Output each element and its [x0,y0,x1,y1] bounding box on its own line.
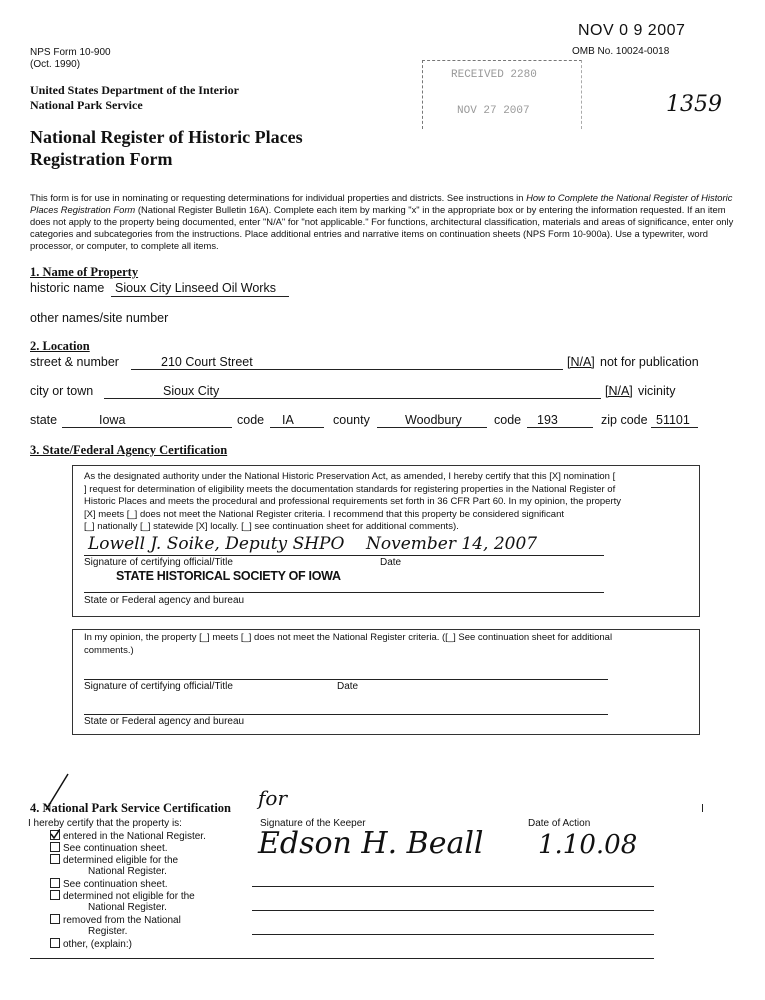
not-for-publication-label: not for publication [600,355,699,369]
form-number: NPS Form 10-900 [30,47,111,58]
header-tick [702,804,703,812]
opinion-line-2: comments.) [84,644,134,656]
received-date-stamp: NOV 0 9 2007 [578,22,686,39]
street-line [131,369,563,370]
nps-option-checkbox[interactable] [50,842,60,852]
nps-option-row [88,902,167,914]
received-stamp-text: RECEIVED 2280 [451,69,537,81]
sig-label-2: Signature of certifying official/Title [84,681,233,692]
cert-line-1: As the designated authority under the National Historic Preservation Act, as amended, I hereby certify that this [X] nomination [ [84,471,616,482]
street-na-checkbox[interactable]: [N/A] [567,355,595,369]
date-of-action-hand: 1.10.08 [538,830,638,860]
check-mark-icon [50,829,60,839]
intro-text-b: (National Register Bulletin 16A). Complete each item by marking "x" in the appropriate box or by entering the information requested. If an item does not apply to the property being documented, enter "N/A" for "not applicable." For functions, architectural classification, materials and areas of significance, enter only categories and subcategories from the instructions. Place additional entries and narrative items on continuation sheets (NPS Form 10-900a). Use a typewriter, word processor, or computer, to complete all items. [30,204,734,251]
city-na-checkbox[interactable]: [N/A] [605,384,633,398]
date-label-1: Date [380,557,402,568]
county-line [377,427,487,428]
section2-heading: 2. Location [30,339,90,353]
county-code-value: 193 [537,413,558,427]
nps-option-label: entered in the National Register. [63,831,206,842]
zip-line [651,427,698,428]
form-title-line1: National Register of Historic Places [30,127,303,147]
nps-option-checkbox[interactable] [50,878,60,888]
nps-option-checkbox[interactable] [50,854,60,864]
date-of-action-label: Date of Action [528,818,591,829]
street-label: street & number [30,355,119,369]
zip-label: zip code [601,413,648,427]
state-value: Iowa [99,413,126,427]
section3-heading: 3. State/Federal Agency Certification [30,443,228,457]
omb-number: OMB No. 10024-0018 [572,46,670,57]
nps-option-label: removed from the National [63,915,181,926]
street-value: 210 Court Street [161,355,253,369]
county-code-line [527,427,593,428]
county-label: county [333,413,370,427]
nps-option-label: National Register. [88,902,167,913]
nps-line-3 [252,934,654,935]
nps-option-row [50,938,132,951]
historic-name-label: historic name [30,281,105,295]
opinion-line-1: In my opinion, the property [_] meets [_] does not meet the National Register criteria. ([_] See continuation sheet for additional [84,632,613,643]
sig-label-1: Signature of certifying official/Title [84,557,233,568]
agency-line-1 [84,592,604,593]
city-value: Sioux City [163,384,220,398]
keeper-signature: Edson H. Beall [258,826,484,861]
state-label: state [30,413,58,427]
state-official-signature: Lowell J. Soike, Deputy SHPO November 14, 2007 [88,534,538,554]
nps-option-label: Register. [88,926,128,937]
signature-line-2 [84,679,608,680]
agency-label-1: State or Federal agency and bureau [84,595,245,606]
state-line [62,427,232,428]
nps-option-checkbox[interactable] [50,938,60,948]
nps-intro: I hereby certify that the property is: [28,818,182,829]
county-code-label: code [494,413,522,427]
form-date: (Oct. 1990) [30,59,81,70]
city-label: city or town [30,384,94,398]
state-code-value: IA [282,413,294,427]
nps-option-label: See continuation sheet. [63,879,168,890]
cert-line-5: [_] nationally [_] statewide [X] locally. [_] see continuation sheet for additional comments). [84,521,459,533]
nps-option-label: determined not eligible for the [63,891,195,902]
handwritten-for: for [258,786,288,810]
cert-line-3: Historic Places and meets the procedural and professional requirements set forth in 36 CFR Part 60. In my opinion, the property [84,496,622,508]
city-line [104,398,601,399]
cert-line-2: ] request for determination of eligibility meets the documentation standards for registering properties in the National Register of [84,483,616,495]
intro-bulletin-title: How to Complete the National Register of Historic Places Registration Form [30,192,733,215]
state-certification-text [84,471,694,534]
nps-option-checkbox[interactable] [50,890,60,900]
nps-option-label: other, (explain:) [63,939,132,950]
vicinity-label: vicinity [638,384,676,398]
nps-option-label: See continuation sheet. [63,843,168,854]
nps-line-2 [252,910,654,911]
service-name: National Park Service [30,98,143,112]
other-names-label: other names/site number [30,311,169,325]
zip-value: 51101 [656,413,690,427]
historic-name-line [111,296,289,297]
intro-paragraph [30,192,736,252]
signature-line-1 [84,555,604,556]
received-stamp-date: NOV 27 2007 [457,105,530,117]
nps-option-checkbox[interactable] [50,914,60,924]
state-code-line [270,427,324,428]
department-name: United States Department of the Interior [30,83,239,97]
nps-option-checkbox[interactable] [50,830,60,840]
nps-bottom-line [30,958,654,959]
keeper-label: Signature of the Keeper [260,818,366,829]
nps-line-1 [252,886,654,887]
cert-line-4: [X] meets [_] does not meet the National Register criteria. I recommend that this property be considered significant [84,508,564,520]
handwritten-reference-number: 1359 [666,92,722,117]
form-title-line2: Registration Form [30,149,173,169]
section4-heading: 4. National Park Service Certification [30,801,231,815]
agency-name-stamp: STATE HISTORICAL SOCIETY OF IOWA [116,569,341,583]
nps-option-row [88,926,127,938]
nps-option-label: National Register. [88,866,167,877]
intro-text-a: This form is for use in nominating or requesting determinations for individual properties and districts. See instructions in [30,192,527,203]
county-value: Woodbury [405,413,462,427]
agency-label-2: State or Federal agency and bureau [84,716,245,727]
nps-option-row [88,866,167,878]
received-stamp [422,60,582,129]
section1-heading: 1. Name of Property [30,265,139,279]
state-code-label: code [237,413,265,427]
comment-cert-text [84,632,694,657]
date-label-2: Date [337,681,359,692]
agency-line-2 [84,714,608,715]
historic-name-value: Sioux City Linseed Oil Works [115,281,276,295]
nps-option-label: determined eligible for the [63,855,179,866]
